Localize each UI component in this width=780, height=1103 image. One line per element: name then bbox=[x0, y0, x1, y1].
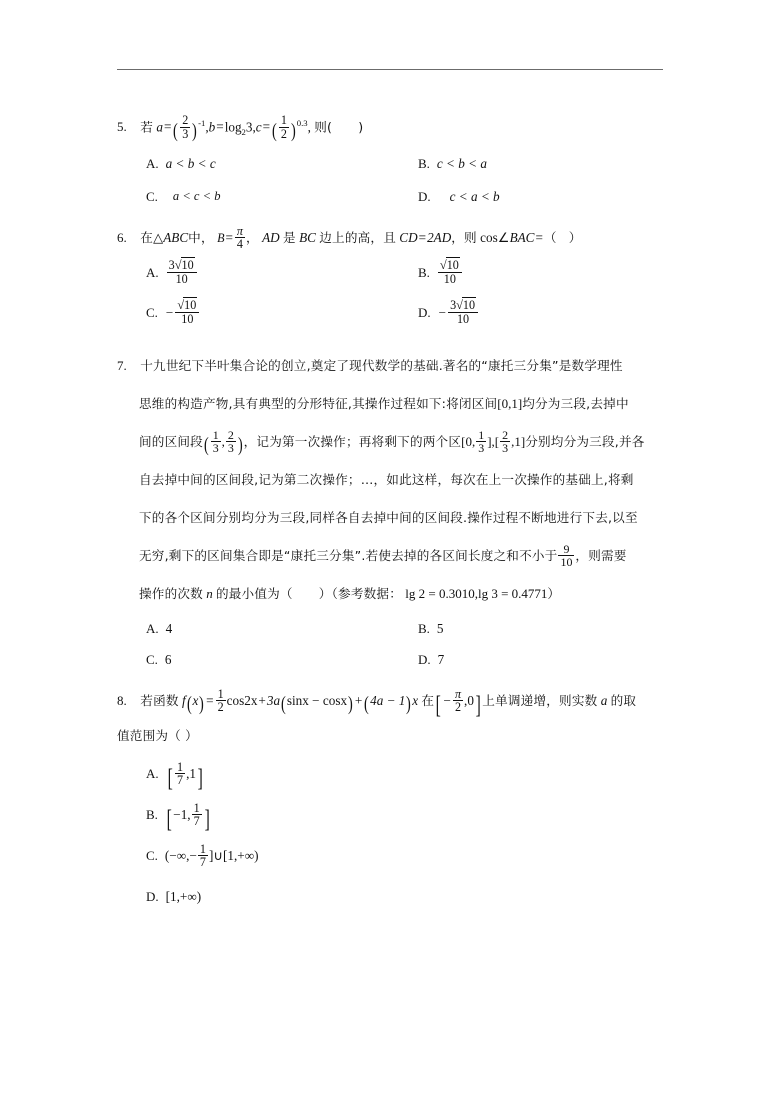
option-label: A. bbox=[146, 156, 159, 172]
question-6-option-a[interactable] bbox=[117, 253, 417, 293]
question-6 bbox=[117, 223, 677, 333]
question-7-line-6 bbox=[117, 537, 677, 575]
q8-text-3: 上单调递增，则实数 bbox=[482, 693, 598, 709]
q5-var-a: a bbox=[156, 119, 163, 135]
question-5-number: 5. bbox=[117, 119, 127, 135]
q6-text-1: 在 bbox=[140, 230, 154, 246]
q5-eq-1: = bbox=[163, 119, 172, 135]
q8-text-line-2: 值范围为（ ） bbox=[117, 728, 198, 744]
interval-right-close: ,1] bbox=[511, 434, 526, 450]
q5-log-base: 2 bbox=[241, 127, 246, 138]
q5-var-c: c bbox=[255, 119, 262, 135]
q6-text-2: 中， bbox=[188, 230, 214, 246]
q6-seg-BC: BC bbox=[299, 230, 316, 246]
option-text: c < b < a bbox=[436, 156, 487, 172]
question-7-option-c[interactable] bbox=[117, 644, 417, 675]
angle-icon: ∠ bbox=[497, 230, 510, 246]
triangle-icon: △ bbox=[153, 230, 164, 246]
question-7-line-7 bbox=[117, 575, 677, 613]
denominator: 10 bbox=[167, 272, 197, 286]
question-7-text-line-7a: 操作的次数 bbox=[139, 586, 203, 602]
q6-close-paren: ） bbox=[568, 230, 582, 246]
option-label: C. bbox=[146, 305, 158, 321]
question-5-options-row-1 bbox=[117, 147, 677, 180]
option-text: c < a < b bbox=[449, 189, 500, 205]
q8-sin-minus-cos: sinx − cosx bbox=[286, 693, 348, 709]
fraction-2-3-b: $\frac{2}{3}$ bbox=[502, 427, 509, 456]
option-value bbox=[165, 835, 259, 876]
option-label: D. bbox=[417, 189, 431, 205]
numerator bbox=[438, 259, 462, 272]
question-7 bbox=[117, 347, 677, 675]
option-text: a < c < b bbox=[172, 189, 221, 204]
interval-left-part: (−∞,− bbox=[164, 848, 197, 864]
question-7-text-line-7d: ） bbox=[547, 586, 561, 602]
sqrt-icon: √10 bbox=[177, 298, 197, 313]
question-6-option-b[interactable] bbox=[417, 253, 677, 293]
question-8-option-c[interactable] bbox=[146, 835, 259, 876]
question-8-option-b[interactable] bbox=[146, 794, 211, 835]
question-7-text-line-4: 自去掉中间的区间段,记为第二次操作；…，如此这样，每次在上一次操作的基础上,将剩 bbox=[139, 472, 634, 488]
spacer-before-q7 bbox=[117, 335, 677, 347]
sqrt-icon: √10 bbox=[456, 298, 476, 313]
q6-cos: cos bbox=[480, 230, 498, 246]
fraction bbox=[175, 299, 199, 326]
interval-separator: ],[ bbox=[487, 434, 500, 450]
question-8-option-d-row bbox=[146, 876, 677, 917]
fraction-1-3: $\frac{1}{3}$ bbox=[212, 427, 219, 456]
question-7-text-line-6b: ，则需要 bbox=[575, 548, 627, 564]
question-7-number: 7. bbox=[117, 358, 127, 374]
question-6-options-row-1 bbox=[117, 253, 677, 293]
q8-frac-pi-2: $\frac{\pi}{2}$ bbox=[454, 686, 462, 715]
question-6-option-c[interactable] bbox=[117, 293, 417, 333]
option-text: [1,+∞) bbox=[165, 889, 202, 905]
question-5-stem: 5. 若 a=( $\frac{2}{3}$ )$^{-1},b=\log_23,c=$( $\frac{1}{2}$ )$^{0.3}$, 则( ) bbox=[117, 112, 364, 142]
question-8-option-a[interactable] bbox=[146, 753, 204, 794]
option-value: [ $\frac{1}{7}$ ,1] bbox=[167, 759, 203, 792]
q5-comma-2: , bbox=[252, 119, 256, 135]
question-5-option-b[interactable] bbox=[417, 147, 677, 180]
numerator bbox=[175, 299, 199, 312]
q8-eq: = bbox=[206, 693, 214, 709]
q5-frac-2-3: $\frac{2}{3}$ bbox=[182, 112, 189, 141]
option-text: 6 bbox=[164, 652, 172, 668]
option-text: 7 bbox=[437, 652, 445, 668]
option-value bbox=[438, 293, 479, 333]
q5-log-arg: 3 bbox=[245, 119, 253, 135]
interval-lower: −1, bbox=[173, 807, 191, 823]
question-5 bbox=[117, 108, 677, 213]
question-7-text-line-3b: ，记为第一次操作；再将剩下的两个区 bbox=[243, 434, 462, 450]
q6-seg-CD: CD bbox=[399, 230, 418, 246]
question-7-options-row-1 bbox=[117, 613, 677, 644]
question-6-stem bbox=[117, 223, 677, 253]
question-5-options bbox=[117, 147, 677, 213]
q5-then-open: 则( bbox=[314, 119, 333, 135]
sqrt-icon: √10 bbox=[174, 258, 194, 273]
interval-right-part: 1,+∞) bbox=[227, 848, 259, 864]
q8-interval-zero: ,0 bbox=[464, 693, 474, 709]
q5-comma-3: , bbox=[307, 119, 311, 135]
option-label: B. bbox=[417, 265, 430, 281]
reference-lg3: lg 3 = 0.4771 bbox=[477, 586, 548, 602]
option-value bbox=[437, 253, 463, 293]
question-7-text-line-6a: 无穷,剩下的区间集合即是“康托三分集”.若使去掉的各区间长度之和不小于 bbox=[139, 548, 558, 564]
question-7-text-line-3a: 间的区间段 bbox=[139, 434, 203, 450]
denominator: 10 bbox=[438, 272, 462, 286]
q8-frac-half: $\frac{1}{2}$ bbox=[217, 686, 224, 715]
questions-container bbox=[117, 108, 677, 919]
question-5-stem-prefix: 若 bbox=[140, 119, 154, 135]
q6-text-5: 边上的高，且 bbox=[319, 230, 396, 246]
denominator: 10 bbox=[448, 312, 478, 326]
question-7-text-line-7c: ）（参考数据： bbox=[318, 586, 402, 602]
q8-three-a: 3a bbox=[266, 693, 281, 709]
interval-left-open: [0, bbox=[461, 434, 476, 450]
q8-text-1: 若函数 bbox=[140, 693, 179, 709]
q8-text-2: 在 bbox=[421, 693, 435, 709]
question-7-option-b[interactable] bbox=[417, 613, 677, 644]
q8-cos2x: cos2x bbox=[226, 693, 258, 709]
sqrt-icon: √10 bbox=[439, 258, 459, 273]
option-value: [ −1, $\frac{1}{7}$ ] bbox=[166, 800, 210, 833]
q6-text-3: ， bbox=[246, 230, 259, 246]
question-8-stem-line-2 bbox=[117, 719, 677, 753]
q6-open-paren: （ bbox=[543, 230, 557, 246]
question-5-option-d[interactable] bbox=[417, 180, 677, 213]
question-7-text-line-1: 十九世纪下半叶集合论的创立,奠定了现代数学的基础.著名的“康托三分集”是数学理性 bbox=[140, 358, 623, 374]
question-8-option-b-row bbox=[146, 794, 677, 835]
q6-eq-1: = bbox=[225, 230, 233, 246]
numerator: 3√10 bbox=[450, 298, 476, 313]
q6-abc: ABC bbox=[163, 230, 189, 246]
question-6-number: 6. bbox=[117, 230, 127, 246]
question-8 bbox=[117, 683, 677, 917]
question-8-option-c-row bbox=[146, 835, 677, 876]
q6-2ad: 2AD bbox=[427, 230, 452, 246]
q5-exponent-2: 0.3 bbox=[296, 118, 308, 128]
q8-var-x: x bbox=[192, 693, 199, 709]
option-label: C. bbox=[146, 848, 158, 864]
question-7-line-5 bbox=[117, 499, 677, 537]
fraction-1-7: $\frac{1}{7}$ bbox=[199, 841, 206, 870]
spacer-before-q6 bbox=[117, 215, 677, 223]
q8-four-a-minus-1: 4a − 1 bbox=[370, 693, 406, 709]
fraction bbox=[448, 299, 478, 326]
question-5-option-a[interactable] bbox=[117, 147, 417, 180]
minus-sign: − bbox=[438, 305, 447, 321]
numerator: 3√10 bbox=[168, 258, 194, 273]
question-8-number: 8. bbox=[117, 693, 127, 709]
option-text: a < b < c bbox=[165, 156, 216, 172]
fraction-9-10: $\frac{9}{10}$ bbox=[560, 541, 573, 570]
q8-neg-sign: − bbox=[443, 693, 451, 709]
q6-frac-pi-4: $\frac{\pi}{4}$ bbox=[236, 223, 243, 252]
fraction-1-3-b: $\frac{1}{3}$ bbox=[478, 427, 485, 456]
option-label: C. bbox=[146, 652, 158, 668]
option-text: 4 bbox=[165, 621, 173, 637]
q6-text-4: 是 bbox=[282, 230, 296, 246]
question-7-option-a[interactable] bbox=[117, 613, 417, 644]
option-label: B. bbox=[146, 807, 158, 823]
option-label: D. bbox=[417, 305, 431, 321]
question-7-option-d[interactable] bbox=[417, 644, 677, 675]
question-6-options-row-2 bbox=[117, 293, 677, 333]
header-divider-rule bbox=[117, 69, 663, 70]
q5-frac-1-2: $\frac{1}{2}$ bbox=[280, 112, 287, 141]
reference-lg2: lg 2 = 0.3010, bbox=[405, 586, 478, 602]
option-label: C. bbox=[146, 189, 158, 205]
q8-plus-1: + bbox=[258, 693, 266, 709]
interval-0-1: [0,1] bbox=[497, 396, 523, 412]
question-8-option-d[interactable] bbox=[146, 876, 201, 917]
question-8-options bbox=[117, 753, 677, 917]
question-5-options-row-2 bbox=[117, 180, 677, 213]
option-label: A. bbox=[146, 621, 159, 637]
question-7-line-4 bbox=[117, 461, 677, 499]
question-5-option-c[interactable] bbox=[117, 180, 417, 213]
question-6-option-d[interactable] bbox=[417, 293, 677, 333]
question-7-text-line-3f: 分别均分为三段,并各 bbox=[525, 434, 645, 450]
option-label: D. bbox=[417, 652, 431, 668]
q5-close-paren: ) bbox=[358, 119, 364, 135]
option-text: 5 bbox=[436, 621, 444, 637]
question-7-text-line-2c: 均分为三段,去掉中 bbox=[522, 396, 629, 412]
fraction-1-7: $\frac{1}{7}$ bbox=[193, 800, 200, 829]
q5-comma-1: , bbox=[205, 119, 209, 135]
q6-eq-3: = bbox=[535, 230, 543, 246]
fraction-1-7: $\frac{1}{7}$ bbox=[177, 759, 184, 788]
question-6-options bbox=[117, 253, 677, 333]
q6-var-B: B bbox=[217, 231, 225, 246]
q8-plus-2: + bbox=[354, 693, 363, 709]
q5-exponent-1: -1 bbox=[198, 118, 206, 128]
q8-text-4: 的取 bbox=[610, 693, 637, 709]
question-7-text-line-7b: 的最小值为（ bbox=[215, 586, 293, 602]
q6-text-6: ，则 bbox=[451, 230, 477, 246]
q5-eq-3: = bbox=[262, 119, 271, 135]
option-label: A. bbox=[146, 766, 159, 782]
question-7-line-3: 间的区间段( $\frac{1}{3}$ , $\frac{2}{3}$ )，记为第一次操作；再将剩下的两个区[0, $\frac{1}{3}$ ],[ $\frac{2}{3}$ ,1]分别均分为三段,并各 bbox=[139, 427, 645, 457]
q8-function-f: f bbox=[181, 693, 186, 709]
interval-upper: ,1 bbox=[186, 766, 196, 782]
fraction bbox=[438, 259, 462, 286]
q8-var-a: a bbox=[600, 693, 608, 709]
option-label: B. bbox=[417, 156, 430, 172]
comma: , bbox=[221, 434, 225, 450]
question-7-options bbox=[117, 613, 677, 675]
question-7-text-line-5: 下的各个区间分别均分为三段,同样各自去掉中间的区间段.操作过程不断地进行下去,以至 bbox=[139, 510, 638, 526]
minus-sign: − bbox=[165, 305, 174, 321]
q8-var-x-2: x bbox=[412, 693, 419, 709]
question-8-stem-line-1: 8. 若函数 f(x) = $\frac{1}{2}$ cos2x+3a(sinx − cosx) +(4a − 1)x 在[ − $\frac{\pi}{2}$ ,0] 上单调递增，则实数 a 的取 bbox=[117, 683, 677, 719]
question-7-text-line-2a: 思维的构造产物,具有典型的分形特征,其操作过程如下:将闭区间 bbox=[139, 396, 498, 412]
fraction bbox=[167, 259, 197, 286]
option-value bbox=[165, 293, 200, 333]
question-7-line-2 bbox=[117, 385, 677, 423]
option-label: D. bbox=[146, 889, 159, 905]
q5-var-b: b bbox=[208, 119, 216, 135]
option-value bbox=[166, 253, 198, 293]
union-separator: ]∪[ bbox=[208, 848, 228, 864]
q6-eq-2: = bbox=[418, 230, 427, 246]
variable-n: n bbox=[206, 586, 213, 602]
fraction-2-3: $\frac{2}{3}$ bbox=[227, 427, 234, 456]
question-8-option-a-row bbox=[146, 753, 677, 794]
q5-eq-2: = bbox=[216, 119, 224, 135]
option-label: B. bbox=[417, 621, 430, 637]
question-7-options-row-2 bbox=[117, 644, 677, 675]
q6-bac: BAC bbox=[509, 230, 535, 246]
q5-log: log bbox=[224, 119, 242, 135]
q6-seg-AD: AD bbox=[262, 230, 280, 246]
option-label: A. bbox=[146, 265, 159, 281]
question-7-line-1 bbox=[117, 347, 677, 385]
denominator: 10 bbox=[175, 312, 199, 326]
